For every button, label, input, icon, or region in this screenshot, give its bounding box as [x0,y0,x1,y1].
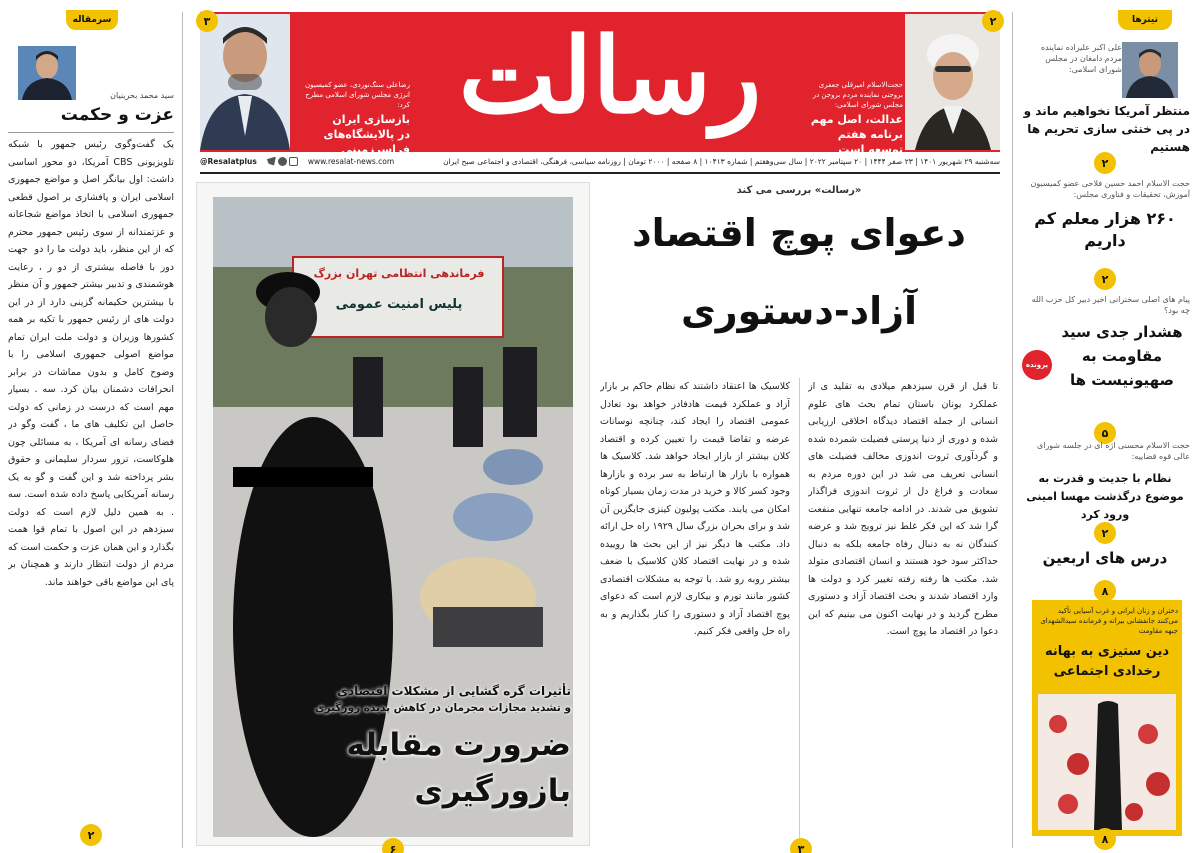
photo-subhead-1: تأثیرات گره گشایی از مشکلات اقتصادی [337,684,571,698]
photo-banner-line-2: پلیس امنیت عمومی [335,297,463,312]
headline-item-5-title[interactable]: درس های اربعین [1042,549,1168,567]
editorial-body: یک گفت‌وگوی رئیس جمهور با شبکه تلویزیونی CBS آمریکا، دو محور اساسی داشت: اول بیانگر اصل و مواضع جمهوری اسلامی ایران و پافشاری بر اصول قطعی جمهوری اسلامی با اتخاذ مواضع شجاعانه و عزتمندانه از سوی رئیس جمهور محترم که از این منظر، باید دولت ما را دو ‌ جهت دور با فاصله بیشتری از دو ر ، رعایت هوشمندی و تدبیر بیشتر جمهور و آن منظر با بیشترین حکیمانه گزینی دارد از در این دولت های از رئیس جمهور با تکیه بر همه کشورها وزیران و دولت ملت ایران تمام مواضع اصولی جمهوری اسلامی را با وضوح کامل و بدون مماشات در برابر انحرافات دشمنان بیان کرد. سه . بسیار مهم است که درست در زمانی که دولت حاصل این تکلیف های ما ، گفت وگو در فضای رسانه ای آمریکا ، به مسائلی چون هلوکاست، ترور سردار سلیمانی و حقوق بشر پرداخته شد و این گفت و گو به یک رسانه آمریکایی پاسخ داده شده است. سه . به همین دلیل لازم است که دولت سیزدهم در این اصول با تمام قوا همت بگذارد و این همان عزت و حکمت است که مردم از دولت انتظار دارند و همچنان بر پای این مواضع باقی خواهند ماند. [8,139,174,588]
headline-item-3-page: ۵ [1094,422,1116,444]
headline-item-3-byline: پیام های اصلی سخنرانی اخیر دبیر کل حزب الله چه بود؟ [1031,295,1190,315]
main-story-col-rule [799,378,800,838]
photo-headline-1[interactable]: ضرورت مقابله [346,727,571,763]
headlines-column [1018,10,1192,848]
mp-portrait-icon [1122,42,1178,98]
main-kicker: «رسالت» بررسی می کند [736,185,862,196]
photo-headline-2[interactable]: بازورگیری [414,773,571,809]
headline-item-1-title[interactable]: منتظر آمریکا نخواهیم ماند و در پی خنثی سازی تحریم ها هستیم [1023,104,1190,154]
photo-story[interactable] [196,182,590,846]
date-line [200,153,1000,169]
main-headline-1[interactable]: دعوای پوچ اقتصاد [632,211,966,255]
cleric-portrait-icon [905,14,1000,150]
main-story-col-1: تا قبل از قرن سیزدهم میلادی به تقلید ی از عملکرد یونان باستان تمام بحث های علوم انسانی از جمله اقتصاد دیدگاه اخلاقی ارزیابی شده و دوری از دنیا پرستی فضیلت شمرده شده و گردآوری ثروت اندوزی مخالف فضیلت های انسانی تعریف می شد در این دوره مردم به سعادت و فراغ دل از ثروت اندوزی فراگذار تشویق می شدند. در ادامه جامعه تنهایی منفعت گرا شد که این فکر غلط نیز ترویج شد و عرضه کنندگان نه به دنبال رفاه جامعه بلکه به دنبال حداکثر سود خود هستند و انسان اقتصادی متولد شد. مکتب ها رفته رفته تغییر کرد و دولت ها وارد اقتصاد شدند و بحث اقتصاد آزاد و دستوری مطرح گردید و در نهایت اکنون می بینیم که این دعوا در اقتصاد ما پوچ است. [808,381,998,637]
headline-item-3-title[interactable]: هشدار جدی سید مقاومت به صهیونیست ها [1061,323,1183,389]
headline-item-4-byline: حجت الاسلام محسنی اژه ای در جلسه شورای عالی قوه قضاییه: [1036,441,1190,461]
headline-item-2-page: ۲ [1094,268,1116,290]
right-teaser-portrait [905,14,1000,150]
headline-item-6-image [1038,694,1176,830]
twitter-icon[interactable] [267,157,276,166]
date-text: سه‌شنبه ۲۹ شهریور ۱۴۰۱ | ۲۳ صفر ۱۴۴۴ | ۲۰ سپتامبر ۲۰۲۲ | سال سی‌وهفتم | شماره ۱۰۴۱۳ | ۸ صفحه | ۲۰۰۰ تومان | روزنامه سیاسی، فرهنگی، اقتصادی و اجتماعی صبح ایران [443,156,1000,166]
right-teaser-text[interactable] [800,80,903,157]
social-icons[interactable] [267,157,298,166]
headline-item-5-page: ۸ [1094,580,1116,602]
author-portrait-icon [18,46,76,100]
left-teaser-title-1: بازسازی ایران [332,113,410,126]
left-teaser-page-badge: ۳ [196,10,218,32]
headline-item-1-photo [1122,42,1178,98]
editorial-author: سید محمد بحرینیان [110,91,174,100]
headlines-badge: تیترها [1118,10,1172,30]
man-portrait-icon [200,14,290,150]
left-teaser-portrait [200,14,290,150]
headline-item-4-title[interactable]: نظام با جدیت و قدرت به موضوع درگذشت مهسا امینی ورود کرد [1026,472,1184,521]
newspaper-logo[interactable]: رسالت [458,14,762,137]
headline-item-3-tag: پرونده [1022,350,1052,380]
editorial-badge: سرمقاله [66,10,118,30]
website-link[interactable]: www.resalat-news.com [307,156,395,166]
headline-item-1-page: ۲ [1094,152,1116,174]
left-teaser-byline: رضاعلی سنگ‌نوردی، عضو کمیسیون انرژی مجلس شورای اسلامی مطرح کرد: [305,81,410,109]
right-teaser-title-1: عدالت، اصل مهم [810,113,903,126]
right-teaser-title-2: برنامه هفتم توسعه است [837,128,903,156]
main-headline-2[interactable]: آزاد-دستوری [680,289,918,333]
right-teaser-page-badge: ۲ [982,10,1004,32]
photo-banner-line-1: فرماندهی انتظامی تهران بزرگ [313,267,485,280]
editorial-author-photo [18,46,76,100]
headline-item-4-page: ۲ [1094,522,1116,544]
headline-item-6-title[interactable]: دین ستیزی به بهانه رخدادی اجتماعی [1044,644,1170,679]
headline-item-2-byline: حجت الاسلام احمد حسین فلاحی عضو کمیسیون آموزش، تحقیقات و فناوری مجلس: [1030,179,1190,199]
editorial-divider [8,132,174,133]
headline-item-6-byline: دختران و زنان ایرانی و غرب آسیایی تأکید می‌کنند جانفشانی بیرانه و فرمانده سیدالشهدای جبهه مقاومت [1040,607,1178,635]
left-teaser-title-2: در پالایشگاه‌های فرا‌سرزمینی [323,128,410,156]
main-story [598,182,1000,846]
masthead-rule [200,172,1000,174]
main-story-page-badge: ۳ [790,838,812,853]
headline-item-6-box[interactable] [1032,600,1182,836]
headline-item-1-byline: علی اکبر علیزاده نماینده مردم دامغان در مجلس شورای اسلامی: [1040,43,1122,74]
right-teaser-byline: حجت‌الاسلام امیرقلی جعفری بروجنی نماینده مردم بروجن در مجلس شورای اسلامی: [812,81,903,109]
right-column-rule [1012,12,1013,848]
photo-subhead-2: و تشدید مجازات مجرمان در کاهش پدیده زورگیری [314,702,571,714]
left-teaser-text[interactable] [292,80,410,157]
photo-story-page-badge: ۶ [382,838,404,853]
instagram-icon[interactable] [289,157,298,166]
editorial-title[interactable]: عزت و حکمت [60,105,174,125]
social-handle[interactable]: @Resalatplus [200,156,257,166]
editorial-page-badge: ۲ [80,824,102,846]
headline-item-6-page: ۸ [1094,828,1116,850]
left-column-rule [182,12,183,848]
headline-item-2-title[interactable]: ۲۶۰ هزار معلم کم داریم [1034,209,1176,250]
flowers-illustration-icon [1038,694,1176,830]
editorial-column [8,10,174,848]
telegram-icon[interactable] [278,157,287,166]
main-story-col-2: کلاسیک ها اعتقاد داشتند که نظام حاکم بر بازار آزاد و عملکرد قیمت هادفادر خواهد بود تعادل عمومی اقتصاد را ایجاد کند، چنانچه نوسانات عرضه و تقاضا قیمت را تعیین کرده و اقتصاد کلان بیشتر از بازار ایجاد خواهد شد. کلاسیک ها همواره با بازار ها ارتباط به سر برده و بازارها وجود کسر کالا و خرید در مدت زمان بسیار کوتاه امکان می یابند. مکتب پولیون کینزی جایگزین آن شد و برای بحران بزرگ سال ۱۹۲۹ راه حل ارائه داد. مکتب ها دیگر نیز از این بحث ها روییده شده و در نهایت اقتصاد کلان کلاسیک با ضعف بیشتر روبه رو شد. با توجه به مشکلات اقتصادی کشور مانند تورم و بیکاری لازم است که دعوای پوچ اقتصاد آزاد و دستوری را کنار بگذاریم و به راه حل واقعی فکر کنیم. [600,381,790,637]
